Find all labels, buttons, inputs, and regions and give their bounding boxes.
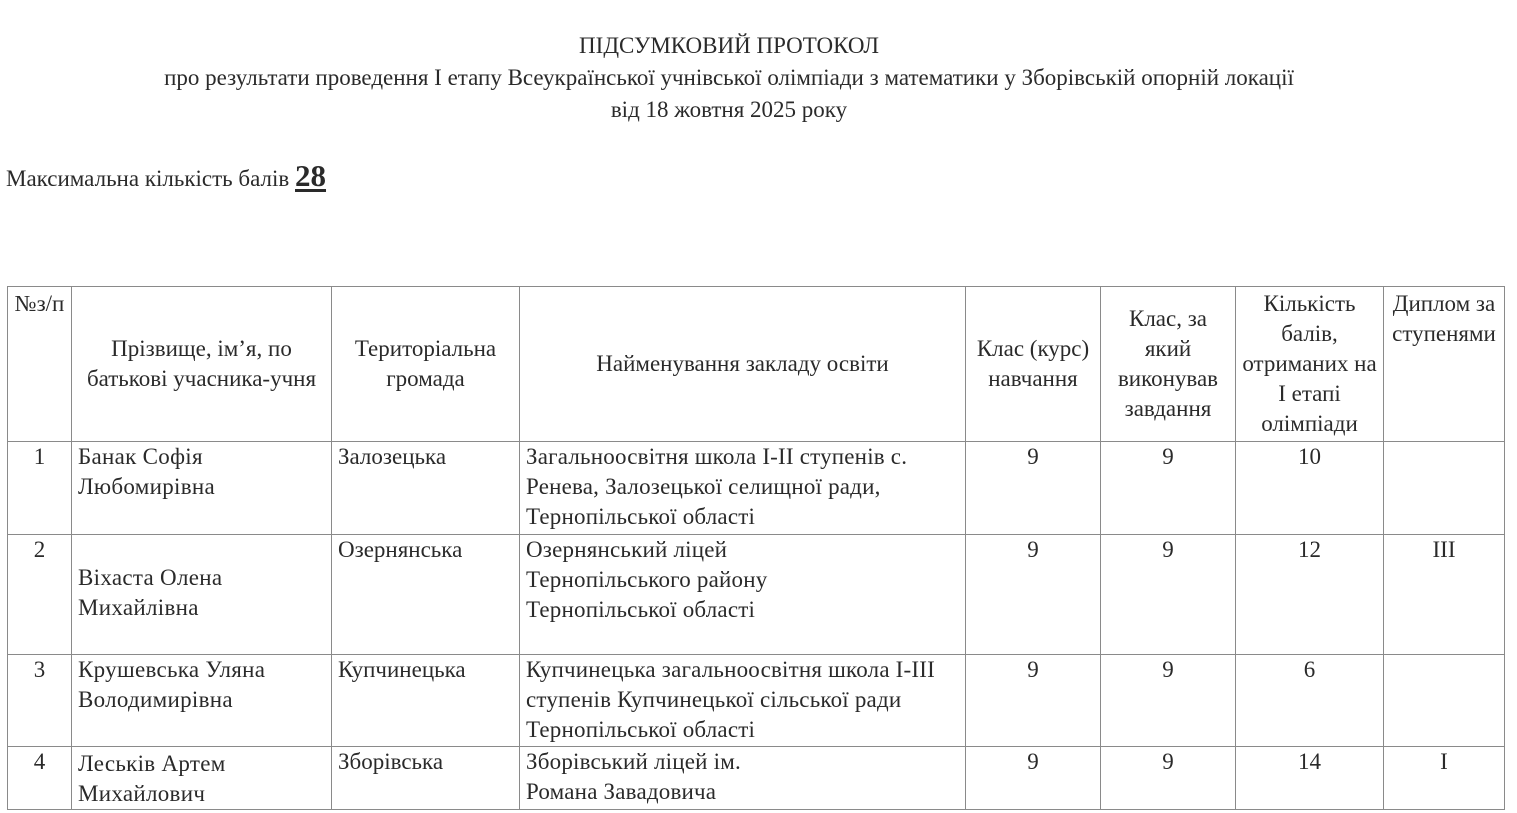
- table-row: [8, 747, 1505, 810]
- protocol-title: ПІДСУМКОВИЙ ПРОТОКОЛ: [579, 33, 879, 58]
- protocol-subtitle: про результати проведення І етапу Всеукраїнської учнівської олімпіади з математики у Зборівській опорній локації: [164, 65, 1294, 90]
- community-cell: Купчинецька: [332, 655, 520, 747]
- diploma-cell: III: [1384, 535, 1505, 655]
- protocol-date: від 18 жовтня 2025 року: [610, 97, 848, 122]
- score-cell: 6: [1236, 655, 1384, 747]
- grade-cell: 9: [966, 442, 1101, 535]
- community-cell: Залозецька: [332, 442, 520, 535]
- protocol-header: [0, 30, 1458, 126]
- grade-cell: 9: [966, 535, 1101, 655]
- diploma-cell: I: [1384, 747, 1505, 810]
- participant-name: Леськів Артем Михайлович: [72, 747, 332, 810]
- diploma-cell: [1384, 442, 1505, 535]
- grade-done-cell: 9: [1101, 747, 1236, 810]
- row-number: 1: [8, 442, 72, 535]
- column-header-diploma: Диплом за ступенями: [1384, 287, 1505, 442]
- grade-cell: 9: [966, 747, 1101, 810]
- score-cell: 10: [1236, 442, 1384, 535]
- table-row: [8, 442, 1505, 535]
- table-header-row: [8, 287, 1505, 442]
- column-header-school: Найменування закладу освіти: [520, 287, 966, 442]
- school-cell: Зборівський ліцей ім. Романа Завадовича: [520, 747, 966, 810]
- column-header-grade: Клас (курс) навчання: [966, 287, 1101, 442]
- participant-name: Крушевська Уляна Володимирівна: [72, 655, 332, 747]
- participant-name: Банак Софія Любомирівна: [72, 442, 332, 535]
- community-cell: Зборівська: [332, 747, 520, 810]
- row-number: 2: [8, 535, 72, 655]
- results-table: [7, 286, 1505, 810]
- diploma-cell: [1384, 655, 1505, 747]
- school-cell: Озернянський ліцей Тернопільського району Тернопільської області: [520, 535, 966, 655]
- column-header-community: Територіальна громада: [332, 287, 520, 442]
- max-score-value: 28: [295, 158, 327, 193]
- grade-done-cell: 9: [1101, 535, 1236, 655]
- column-header-name: Прізвище, ім’я, по батькові учасника-учня: [72, 287, 332, 442]
- grade-cell: 9: [966, 655, 1101, 747]
- score-cell: 12: [1236, 535, 1384, 655]
- score-cell: 14: [1236, 747, 1384, 810]
- school-cell: Купчинецька загальноосвітня школа І-ІІІ ступенів Купчинецької сільської ради Тернопільської області: [520, 655, 966, 747]
- column-header-grade-done: Клас, за який виконував завдання: [1101, 287, 1236, 442]
- column-header-number: №з/п: [8, 287, 72, 442]
- community-cell: Озернянська: [332, 535, 520, 655]
- grade-done-cell: 9: [1101, 442, 1236, 535]
- row-number: 4: [8, 747, 72, 810]
- max-score-label: Максимальна кількість балів: [6, 166, 290, 191]
- grade-done-cell: 9: [1101, 655, 1236, 747]
- row-number: 3: [8, 655, 72, 747]
- max-score-line: [6, 158, 326, 194]
- table-row: [8, 655, 1505, 747]
- table-row: [8, 535, 1505, 655]
- participant-name: Віхаста Олена Михайлівна: [72, 535, 332, 655]
- school-cell: Загальноосвітня школа І-ІІ ступенів с. Ренева, Залозецької селищної ради, Тернопільської області: [520, 442, 966, 535]
- column-header-score: Кількість балів, отриманих на І етапі олімпіади: [1236, 287, 1384, 442]
